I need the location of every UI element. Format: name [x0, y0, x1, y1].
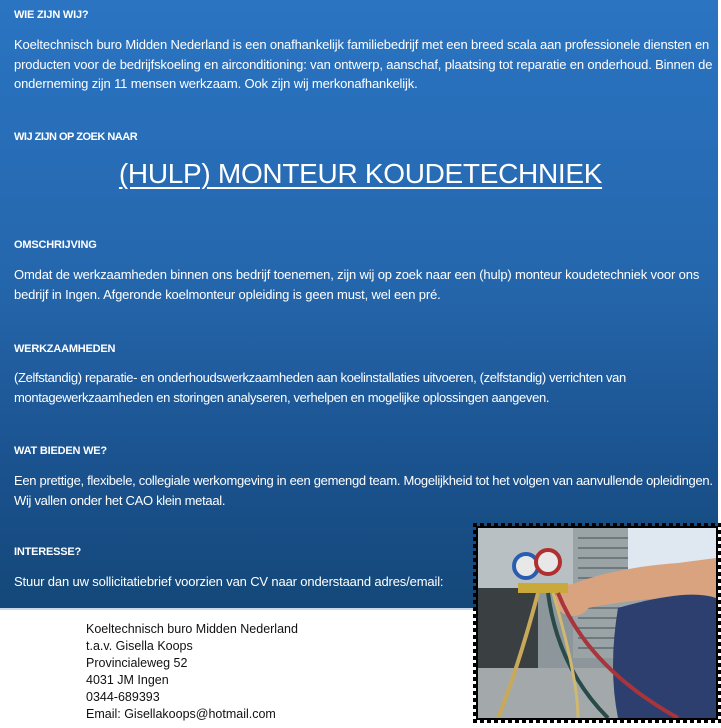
address-email[interactable]: Email: Gisellakoops@hotmail.com — [86, 707, 276, 721]
heading-looking-for: WIJ ZIJN OP ZOEK NAAR — [14, 131, 138, 143]
heading-tasks: WERKZAAMHEDEN — [14, 343, 116, 355]
contact-address — [86, 621, 298, 723]
description-text: Omdat de werkzaamheden binnen ons bedrijf toenemen, zijn wij op zoek naar een (hulp) monteur koudetechniek voor ons bedrijf in Ingen. Afgeronde koelmonteur opleiding is geen must, wel een pré. — [14, 267, 700, 302]
technician-photo — [476, 526, 718, 720]
interest-text: Stuur dan uw sollicitatiebrief voorzien van CV naar onderstaand adres/email: — [14, 574, 444, 589]
address-postal-city: 4031 JM Ingen — [86, 673, 169, 687]
heading-about: WIE ZIJN WIJ? — [14, 9, 89, 21]
offer-text: Een prettige, flexibele, collegiale werkomgeving in een gemengd team. Mogelijkheid tot het volgen van aanvullende opleidingen. Wij vallen onder het CAO klein metaal. — [14, 473, 713, 508]
heading-description: OMSCHRIJVING — [14, 239, 97, 251]
address-phone: 0344-689393 — [86, 690, 160, 704]
heading-interest: INTERESSE? — [14, 546, 82, 558]
address-street: Provincialeweg 52 — [86, 656, 188, 670]
address-attention: t.a.v. Gisella Koops — [86, 639, 193, 653]
tasks-text: (Zelfstandig) reparatie- en onderhoudswerkzaamheden aan koelinstallaties uitvoeren, (zelfstandig) verrichten van montagewerkzaamheden en storingen analyseren, verhelpen en mogelijke oplossingen aangeven. — [14, 370, 626, 405]
job-title: (HULP) MONTEUR KOUDETECHNIEK — [118, 158, 603, 189]
heading-offer: WAT BIEDEN WE? — [14, 445, 107, 457]
about-text: Koeltechnisch buro Midden Nederland is een onafhankelijk familiebedrijf met een breed scala aan professionele diensten en producten voor de bedrijfskoeling en airconditioning: van ontwerp, aanschaf, plaatsing tot reparatie en onderhoud. Binnen de onderneming zijn 11 mensen werkzaam. Ook zijn wij merkonafhankelijk. — [14, 37, 713, 91]
address-company: Koeltechnisch buro Midden Nederland — [86, 622, 298, 636]
technician-illustration — [478, 528, 716, 718]
